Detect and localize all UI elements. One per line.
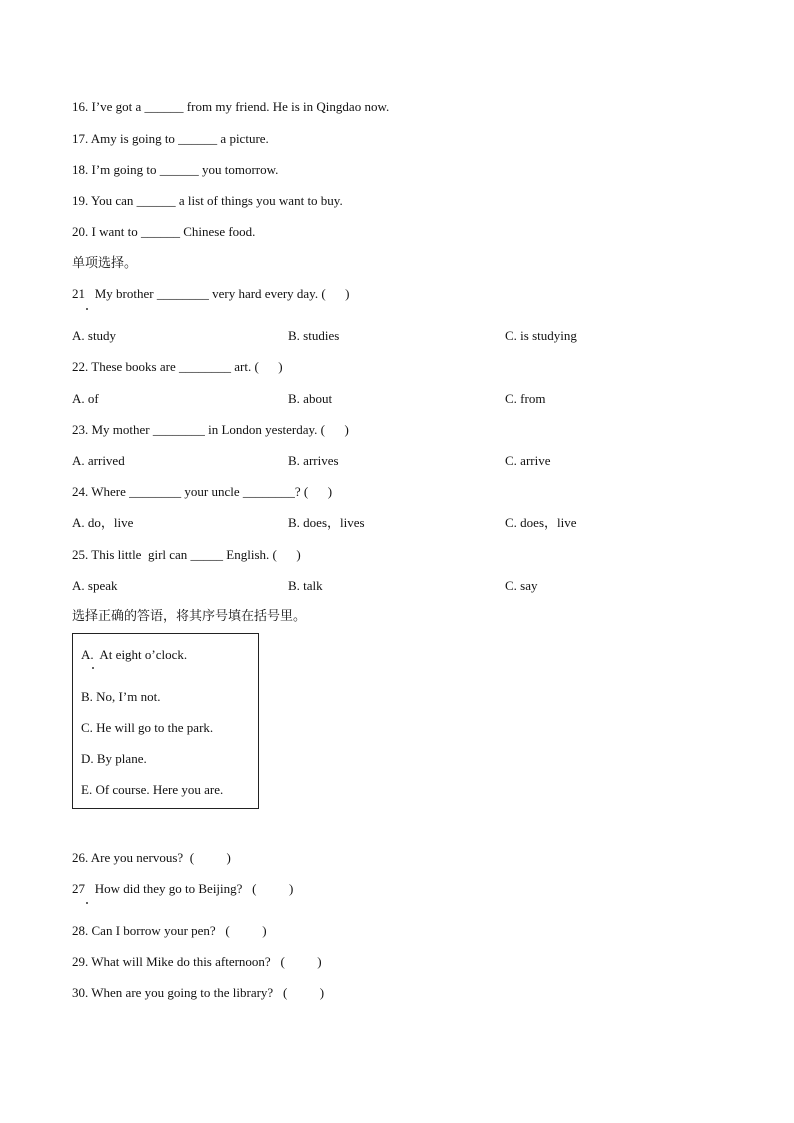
decorative-dot	[86, 902, 88, 904]
question-21: 21 My brother ________ very hard every day. ( )	[72, 286, 350, 301]
answer-options-box	[72, 633, 259, 809]
option-25-c: C. say	[505, 578, 538, 593]
option-25-b: B. talk	[288, 578, 323, 593]
option-23-c: C. arrive	[505, 453, 551, 468]
answer-option-b: B. No, I’m not.	[81, 689, 161, 704]
option-24-c: C. does，live	[505, 515, 577, 530]
question-17: 17. Amy is going to ______ a picture.	[72, 131, 269, 146]
question-26: 26. Are you nervous? ( )	[72, 850, 231, 865]
question-18: 18. I’m going to ______ you tomorrow.	[72, 162, 279, 177]
question-23: 23. My mother ________ in London yesterday. ( )	[72, 422, 349, 437]
option-22-c: C. from	[505, 391, 546, 406]
question-22: 22. These books are ________ art. ( )	[72, 359, 283, 374]
question-19: 19. You can ______ a list of things you want to buy.	[72, 193, 343, 208]
option-21-c: C. is studying	[505, 328, 577, 343]
answer-option-e: E. Of course. Here you are.	[81, 782, 224, 797]
question-20: 20. I want to ______ Chinese food.	[72, 224, 256, 239]
question-29: 29. What will Mike do this afternoon? ( )	[72, 954, 322, 969]
decorative-dot	[92, 667, 94, 669]
section-heading-single-choice: 单项选择。	[72, 256, 138, 271]
question-28: 28. Can I borrow your pen? ( )	[72, 923, 267, 938]
option-23-b: B. arrives	[288, 453, 339, 468]
question-30: 30. When are you going to the library? ( )	[72, 985, 325, 1000]
question-27: 27 How did they go to Beijing? ( )	[72, 881, 294, 896]
option-24-a: A. do，live	[72, 515, 134, 530]
question-16: 16. I’ve got a ______ from my friend. He is in Qingdao now.	[72, 99, 390, 114]
option-23-a: A. arrived	[72, 453, 125, 468]
option-21-a: A. study	[72, 328, 117, 343]
question-24: 24. Where ________ your uncle ________? ( )	[72, 484, 333, 499]
option-25-a: A. speak	[72, 578, 118, 593]
option-24-b: B. does，lives	[288, 515, 365, 530]
option-22-b: B. about	[288, 391, 333, 406]
answer-option-d: D. By plane.	[81, 751, 147, 766]
answer-option-a: A. At eight o’clock.	[81, 647, 188, 662]
answer-option-c: C. He will go to the park.	[81, 720, 214, 735]
decorative-dot	[86, 308, 88, 310]
question-25: 25. This little girl can _____ English. ( )	[72, 547, 301, 562]
section-heading-match: 选择正确的答语，将其序号填在括号里。	[72, 609, 307, 624]
option-22-a: A. of	[72, 391, 99, 406]
option-21-b: B. studies	[288, 328, 340, 343]
